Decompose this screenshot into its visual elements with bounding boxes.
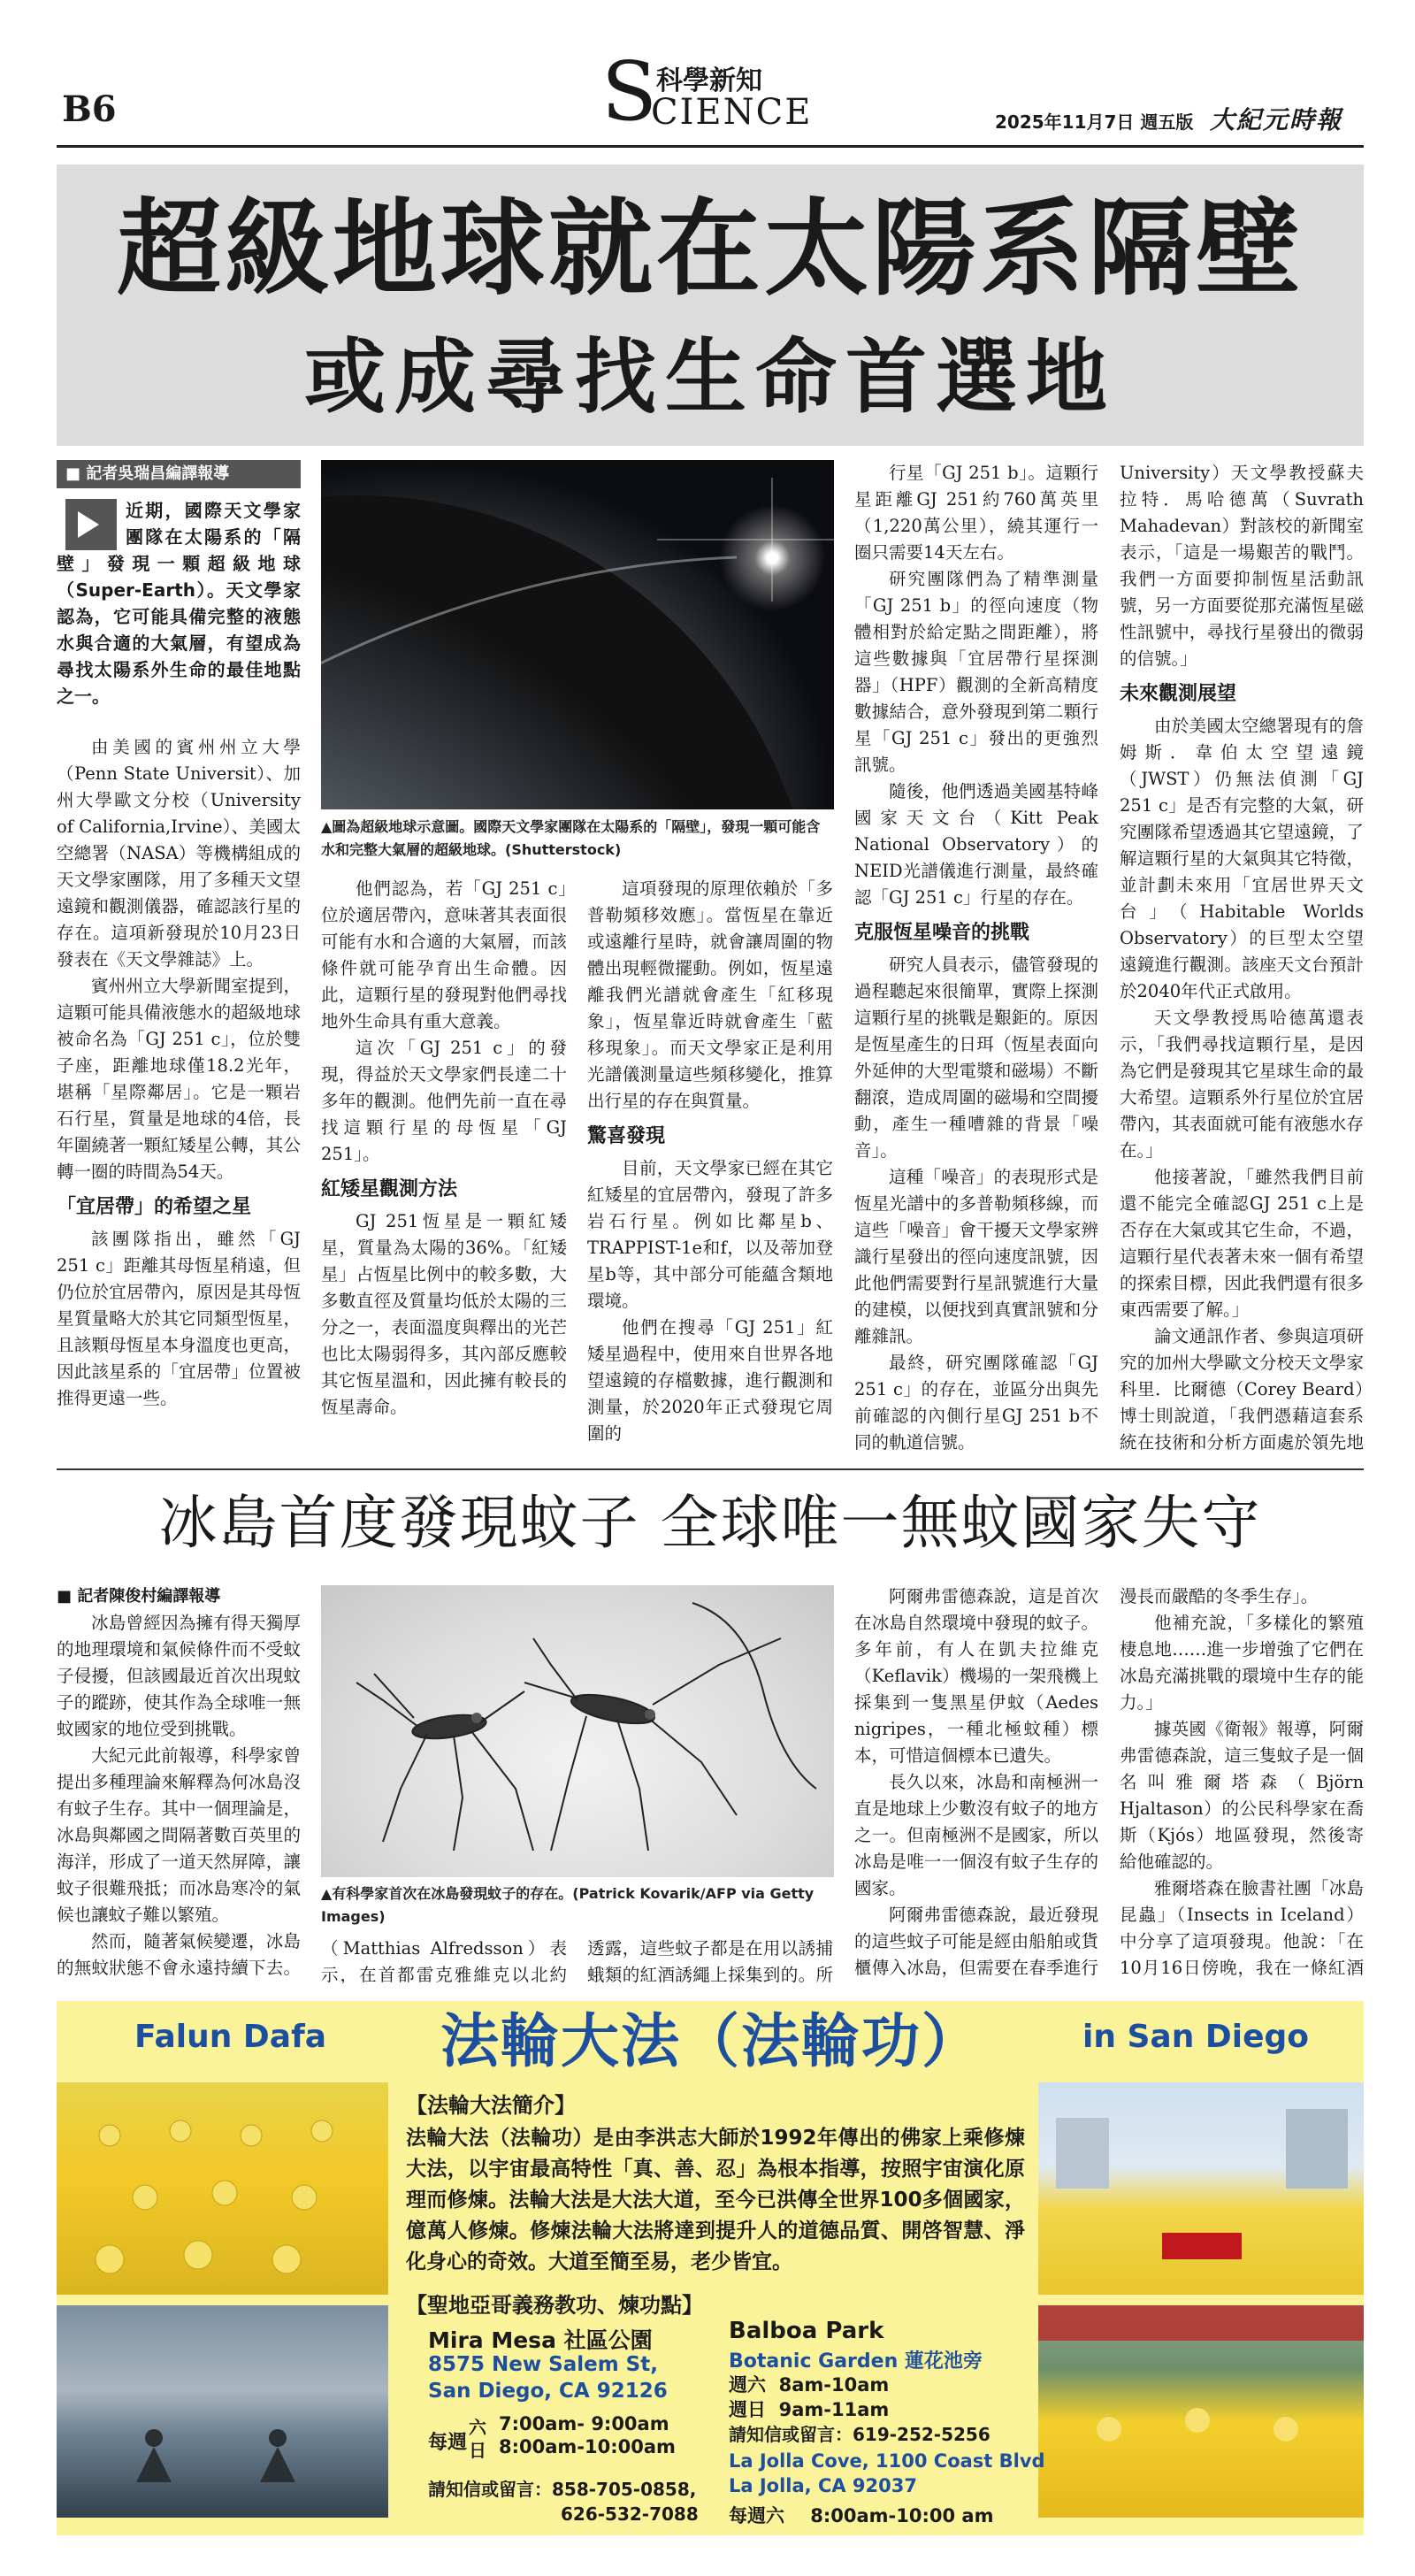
article1-column-2: 他們認為，若「GJ 251 c」位於適居帶內，意味著其表面很可能有水和合適的大氣層，而該條件就可能孕育出生命體。因此，這顆行星的發現對他們尋找地外生命具有重大意義。 這次「GJ 251 c」的發現，得益於天文學家們長達二十多年的觀測。他們先前一直在尋找這顆行星的母恆星「GJ 251」。 紅矮星觀測方法 GJ 251恆星是一顆紅矮星，質量為太陽的36%。「紅矮星」占恆星比例中的較多數，大多數直徑及質量均低於太陽的三分之一，表面溫度與釋出的光芒也比太陽弱得多，其內部反應較其它恆星溫和，因此擁有較長的恆星壽命。	[321, 878, 567, 1417]
issue-date: 2025年11月7日 週五版	[995, 111, 1194, 133]
subhead-habitable-zone: 「宜居帶」的希望之星	[57, 1196, 252, 1218]
section-title-en: CIENCE	[651, 92, 813, 133]
section-logo	[601, 44, 831, 139]
article1-column-5: University）天文學教授蘇夫拉特．馬哈德萬（Suvrath Mahadevan）對該校的新聞室表示，「這是一場艱苦的戰鬥。我們一方面要抑制恆星活動訊號，另一方面要從那充滿恆星磁性訊號中，尋找行星發出的微弱的信號。」 未來觀測展望 由於美國太空總署現有的詹姆斯．韋伯太空望遠鏡（JWST）仍無法偵測「GJ 251 c」是否有完整的大氣，研究團隊希望透過其它望遠鏡，了解這顆行星的大氣與其它特徵，並計劃未來用「宜居世界天文台」（Habitable Worlds Observatory）的巨型太空望遠鏡進行觀測。該座天文台預計於2040年代正式啟用。 天文學教授馬哈德萬還表示，「我們尋找這顆行星，是因為它們是發現其它星球生命的最大希望。這顆系外行星位於宜居帶內，其表面就可能有液態水存在。」 他接著說，「雖然我們目前還不能完全確認GJ 251 c上是否存在大氣或其它生命，不過，這顆行星代表著未來一個有希望的探索目標，因此我們還有很多東西需要了解。」 論文通訊作者、參與這項研究的加州大學歐文分校天文學家科里．比爾德（Corey Beard）博士則說道，「我們憑藉這套系統在技術和分析方面處於領先地	[1120, 463, 1364, 1453]
header-rule	[57, 145, 1364, 148]
page-number: B6	[62, 88, 117, 130]
mosquito-image	[321, 1585, 834, 1877]
ad-photo-parade	[1038, 2082, 1364, 2295]
article1-column-3: 這項發現的原理依賴於「多普勒頻移效應」。當恆星在靠近或遠離行星時，就會讓周圍的物體出現輕微擺動。例如，恆星遠離我們光譜就會產生「紅移現象」，恆星靠近時就會產生「藍移現象」。而天文學家正是利用光譜儀測量這些頻移變化，推算出行星的存在與質量。 驚喜發現 目前，天文學家已經在其它紅矮星的宜居帶內，發現了許多岩石行星。例如比鄰星b、TRAPPIST-1e和f，以及蒂加登星b等，其中部分可能蘊含類地環境。 他們在搜尋「GJ 251」紅矮星過程中，使用來自世界各地望遠鏡的存檔數據，進行觀測和測量，於2020年正式發現它周圍的	[587, 878, 833, 1444]
article-divider	[57, 1468, 1364, 1470]
article1-byline: ■ 記者吳瑞昌編譯報導	[57, 460, 301, 488]
ad-title: 法輪大法（法輪功）	[440, 2007, 982, 2075]
site2-subtitle: Botanic Garden 蓮花池旁	[729, 2350, 983, 2373]
ad-intro-title: 【法輪大法簡介】	[406, 2093, 576, 2118]
article2-byline: ■ 記者陳俊村編譯報導	[57, 1587, 221, 1606]
site2-time2: 週日 9am-11am	[729, 2399, 890, 2420]
super-earth-image	[321, 460, 834, 809]
subhead-stellar-noise: 克服恆星噪音的挑戰	[854, 922, 1030, 944]
planet-illustration	[321, 460, 834, 809]
article1-column-4: 行星「GJ 251 b」。這顆行星距離GJ 251約760萬英里（1,220萬公里），繞其運行一圈只需要14天左右。 研究團隊們為了精準測量「GJ 251 b」的徑向速度（物體相對於給定點之間距離），將這些數據與「宜居帶行星探測器」（HPF）觀測的全新高精度數據結合，意外發現到第二顆行星「GJ 251 c」發出的更強烈訊號。 隨後，他們透過美國基特峰國家天文台（Kitt Peak National Observatory）的NEID光譜儀進行測量，最終確認「GJ 251 c」行星的存在。 克服恆星噪音的挑戰 研究人員表示，儘管發現的過程聽起來很簡單，實際上探測這顆行星的挑戰是艱鉅的。原因是恆星產生的日珥（恆星表面向外延伸的大型電漿和磁場）不斷翻滾，造成周圍的磁場和空間擾動，產生一種嘈雜的背景「噪音」。 這種「噪音」的表現形式是恆星光譜中的多普勒頻移線，而這些「噪音」會干擾天文學家辨識行星發出的徑向速度訊號，因此他們需要對行星訊號進行大量的建模，以便找到真實訊號和分離雜訊。 最終，研究團隊確認「GJ 251 c」的存在，並區分出與先前確認的內側行星GJ 251 b不同的軌道信號。	[854, 463, 1098, 1453]
mosquitoes-illustration	[321, 1585, 834, 1877]
site2-contact: 請知信或留言：619-252-5256	[729, 2424, 990, 2445]
article2-column-1: 冰島曾經因為擁有得天獨厚的地理環境和氣候條件而不受蚊子侵擾，但該國最近首次出現蚊子的蹤跡，使其作為全球唯一無蚊國家的地位受到挑戰。 大紀元此前報導，科學家曾提出多種理論來解釋為何冰島沒有蚊子生存。其中一個理論是，冰島與鄰國之間隔著數百英里的海洋，形成了一道天然屏障，讓蚊子很難飛抵；而冰島寒冷的氣候也讓蚊子難以繁殖。 然而，隨著氣候變遷，冰島的無蚊狀態不會永遠持續下去。	[57, 1613, 301, 1978]
subhead-future: 未來觀測展望	[1120, 683, 1237, 705]
site1-contact: 請知信或留言：858-705-0858, 626-532-7088	[428, 2479, 699, 2525]
ad-sites-title: 【聖地亞哥義務教功、煉功點】	[406, 2293, 703, 2318]
ad-intro-text: 法輪大法（法輪功）是由李洪志大師於1992年傳出的佛家上乘修煉大法，以宇宙最高特性「真、善、忍」為根本指導，按照宇宙演化原理而修煉。法輪大法是大法大道，至今已洪傳全世界100多個國家，億萬人修煉。修煉法輪大法將達到提升人的道德品質、開啓智慧、淨化身心的奇效。大道至簡至易，老少皆宜。	[406, 2127, 1025, 2273]
lead-arrow-icon	[65, 499, 117, 550]
site2-name: Balboa Park	[729, 2318, 884, 2344]
article2-image-caption: ▲有科學家首次在冰島發現蚊子的存在。(Patrick Kovarik/AFP via Getty Images)	[321, 1885, 815, 1925]
subhead-red-dwarf: 紅矮星觀測方法	[321, 1178, 458, 1200]
article2-column-3: 透露，這些蚊子都是在用以誘捕蛾類的紅酒誘繩上採集到的。所	[587, 1938, 833, 1983]
ad-right-heading: in San Diego	[1082, 2019, 1310, 2055]
falun-dafa-ad	[57, 2001, 1364, 2535]
article2-column-2: （Matthias Alfredsson）表示，在首都雷克雅維克以北約	[321, 1938, 567, 1983]
subhead-surprise: 驚喜發現	[587, 1125, 666, 1147]
site1-address-line1: 8575 New Salem St,	[428, 2353, 658, 2376]
article1-subhead: 或成尋找生命首選地	[303, 329, 1116, 425]
site1-name: Mira Mesa 社區公園	[428, 2327, 653, 2353]
article1-headline: 超級地球就在太陽系隔壁	[116, 187, 1304, 310]
headline-band	[57, 165, 1364, 446]
site3-address-line1: La Jolla Cove, 1100 Coast Blvd	[729, 2450, 1045, 2472]
ad-photo-exercise-crowd	[1038, 2305, 1364, 2518]
section-logo-s: S	[601, 44, 658, 139]
site2-time1: 週六 8am-10am	[729, 2374, 890, 2396]
masthead-logo: 大紀元時報	[1210, 105, 1343, 134]
ad-photo-lake-meditation	[57, 2305, 388, 2518]
article2-column-5: 漫長而嚴酷的冬季生存」。 他補充說，「多樣化的繁殖棲息地……進一步增強了它們在冰島充滿挑戰的環境中生存的能力。」 據英國《衛報》報導，阿爾弗雷德森說，這三隻蚊子是一個名叫雅爾塔森（Björn Hjaltason）的公民科學家在喬斯（Kjós）地區發現，然後寄給他確認的。 雅爾塔森在臉書社團「冰島昆蟲」（Insects in Iceland）中分享了這項發現。他說：「在10月16日傍晚，我在一條紅酒	[1120, 1586, 1364, 1978]
article1-column-1: 由美國的賓州州立大學（Penn State Universit）、加州大學歐文分校（University of California,Irvine）、美國太空總署（NASA）等機構組成的天文學家團隊，用了多種天文望遠鏡和觀測儀器，確認該行星的存在。這項新發現於10月23日發表在《天文學雜誌》上。 賓州州立大學新聞室提到，這顆可能具備液態水的超級地球被命名為「GJ 251 c」，位於雙子座，距離地球僅18.2光年，堪稱「星際鄰居」。它是一顆岩石行星，質量是地球的4倍，長年圍繞著一顆紅矮星公轉，其公轉一圈的時間為54天。 「宜居帶」的希望之星 該團隊指出，雖然「GJ 251 c」距離其母恆星稍遠，但仍位於宜居帶內，原因是其母恆星質量略大於其它同類型恆星，且該顆母恆星本身溫度也更高，因此該星系的「宜居帶」位置被推得更遠一些。	[57, 737, 301, 1408]
ad-left-heading: Falun Dafa	[134, 2019, 327, 2055]
site3-schedule: 每週六 8:00am-10:00 am	[729, 2505, 994, 2526]
ad-photo-group-meditation	[57, 2082, 388, 2295]
article1-lead: 近期，國際天文學家團隊在太陽系的「隔壁」發現一顆超級地球（Super-Earth）。天文學家認為，它可能具備完整的液態水與合適的大氣層，有望成為尋找太陽系外生命的最佳地點之一。	[57, 500, 301, 707]
site1-schedule: 每週 六 日 7:00am- 9:00am 8:00am-10:00am	[428, 2413, 676, 2461]
section-title-cn: 科學新知	[656, 65, 762, 96]
article1-image-caption: ▲圖為超級地球示意圖。國際天文學家團隊在太陽系的「隔壁」，發現一顆可能含水和完整大氣層的超級地球。(Shutterstock)	[321, 818, 821, 858]
article2-headline: 冰島首度發現蚊子 全球唯一無蚊國家失守	[158, 1489, 1262, 1557]
site3-address-line2: La Jolla, CA 92037	[729, 2475, 917, 2496]
article2-column-4: 阿爾弗雷德森說，這是首次在冰島自然環境中發現的蚊子。多年前，有人在凱夫拉維克（Keflavik）機場的一架飛機上採集到一隻黑星伊蚊（Aedes nigripes，一種北極蚊種）標本，可惜這個標本已遺失。 長久以來，冰島和南極洲一直是地球上少數沒有蚊子的地方之一。但南極洲不是國家，所以冰島是唯一一個沒有蚊子生存的國家。 阿爾弗雷德森說，最近發現的這些蚊子可能是經由船舶或貨櫃傳入冰島，但需要在春季進行	[854, 1586, 1098, 1978]
site1-address-line2: San Diego, CA 92126	[428, 2380, 668, 2403]
